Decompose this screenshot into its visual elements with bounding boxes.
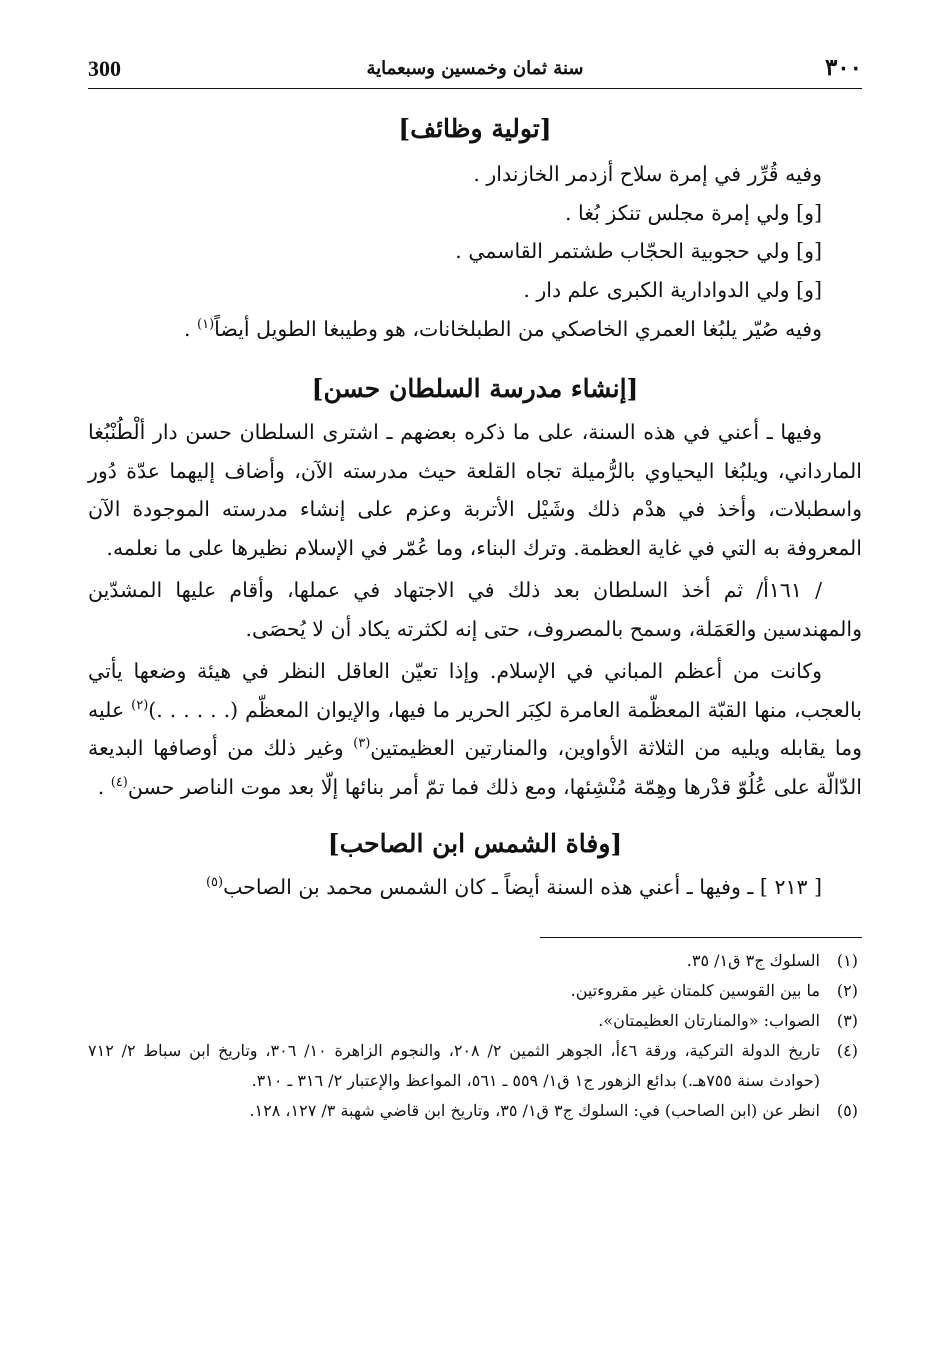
- footnote-number: (٣): [836, 1010, 858, 1030]
- paragraph-text: وغير ذلك من أوصافها البديعة الدّالّة على عُلُوّ قدْرها وهِمّة مُنْشِئها، ومع ذلك فما تمّ أمر بنائها إلّا بعد موت الناصر حسن: [88, 736, 862, 799]
- footnote-number: (١): [836, 950, 858, 970]
- text-line: [و] ولي إمرة مجلس تنكز بُغا .: [565, 200, 822, 225]
- section-heading: [تولية وظائف]: [398, 114, 552, 143]
- footnote-text: تاريخ الدولة التركية، ورقة ٤٦أ، الجوهر الثمين ٢/ ٢٠٨، والنجوم الزاهرة ١٠/ ٣٠٦، وتاريخ ابن سباط ٢/ ٧١٢ (حوادث سنة ٧٥٥هـ.) بدائع الزهور ج١ ق١/ ٥٥٩ ـ ٥٦١، المواعظ والإعتبار ٢/ ٣١٦ ـ ٣١٠.: [88, 1040, 821, 1090]
- paragraph-end: .: [97, 774, 111, 799]
- footnote-text: ما بين القوسين كلمتان غير مقروءتين.: [570, 980, 820, 1000]
- footnote: [88, 946, 862, 976]
- footnote: [88, 1036, 862, 1096]
- running-title: سنة ثمان وخمسين وسبعماية: [366, 58, 584, 79]
- paragraph-text: وكانت من أعظم المباني في الإسلام. وإذا تعيّن العاقل النظر في هيئة وضعها يأتي بالعجب، منها القبّة المعظّمة العامرة لكِبَر الحرير ما فيها، والإيوان المعظّم (. . . . . .): [88, 659, 862, 722]
- paragraph: / ١٦١أ/ ثم أخذ السلطان بعد ذلك في الاجتهاد في عملها، وأقام عليها المشدّين والمهندسين والعَمَلة، وسمح بالمصروف، حتى إنه لكثرته يكاد أن لا يُحصَى.: [88, 578, 862, 641]
- text-line: [و] ولي الدوادارية الكبرى علم دار .: [523, 277, 822, 302]
- main-text: [88, 109, 862, 907]
- footnote-number: (٢): [836, 980, 858, 1000]
- footnote-text: انظر عن (ابن الصاحب) في: السلوك ج٣ ق١/ ٣٥، وتاريخ ابن قاضي شهبة ٣/ ١٢٧، ١٢٨.: [249, 1100, 820, 1120]
- footnote: [88, 976, 862, 1006]
- footnotes: [88, 946, 862, 1126]
- paragraph-text: [ ٢١٣ ] ـ وفيها ـ أعني هذه السنة أيضاً ـ كان الشمس محمد بن الصاحب: [223, 875, 822, 899]
- paragraph-end: .: [183, 317, 198, 341]
- paragraph: وفيها ـ أعني في هذه السنة، على ما ذكره بعضهم ـ اشترى السلطان حسن دار ألْطُنْبُغا المارداني، ويلبُغا اليحياوي بالرُّميلة تجاه القلعة حيث مدرسته الآن، وأضاف إليهما عدّة دُور واسطبلات، وأخذ في هدْم ذلك وشَيْل الأتربة وعزم على إنشاء مدرسته الموجودة الآن المعروفة به التي في غاية العظمة. وترك البناء، وما عُمّر في الإسلام نظيرها على ما نعلمه.: [88, 420, 862, 560]
- page-header: [88, 48, 862, 89]
- paragraph-text: عليه وما يقابله ويليه من الثلاثة الأواوين، والمنارتين العظيمتين: [88, 697, 863, 760]
- text-line: وفيه قُرِّر في إمرة سلاح أزدمر الخازندار .: [473, 162, 822, 186]
- footnote-number: (٥): [836, 1100, 858, 1120]
- footnote-ref: (٤): [110, 774, 128, 790]
- section-heading: [وفاة الشمس ابن الصاحب]: [327, 829, 623, 858]
- footnote-ref: (٣): [353, 736, 371, 752]
- footnote-number: (٤): [836, 1040, 858, 1060]
- footnote-ref: (٥): [205, 875, 224, 891]
- book-page: [88, 48, 862, 1126]
- footnote-text: السلوك ج٣ ق١/ ٣٥.: [686, 950, 820, 970]
- paragraph: [88, 652, 862, 806]
- footnote-text: الصواب: «والمنارتان العظيمتان».: [598, 1010, 820, 1030]
- footnote: [88, 1006, 862, 1036]
- footnote-ref: (٢): [131, 697, 149, 713]
- paragraph: [88, 868, 862, 907]
- section-heading: [إنشاء مدرسة السلطان حسن]: [311, 374, 639, 403]
- page-number-arabic: ٣٠٠: [824, 54, 862, 81]
- paragraph-text: وفيه صُيّر يلبُغا العمري الخاصكي من الطبلخانات، هو وطيبغا الطويل أيضاً: [214, 317, 822, 341]
- footnote-divider: [540, 937, 862, 938]
- text-line: [و] ولي حجوبية الحجّاب طشتمر القاسمي .: [455, 239, 822, 263]
- footnote: [88, 1096, 862, 1126]
- page-number-latin: 300: [88, 56, 121, 81]
- footnote-ref: (١): [197, 317, 215, 333]
- paragraph: [88, 313, 862, 345]
